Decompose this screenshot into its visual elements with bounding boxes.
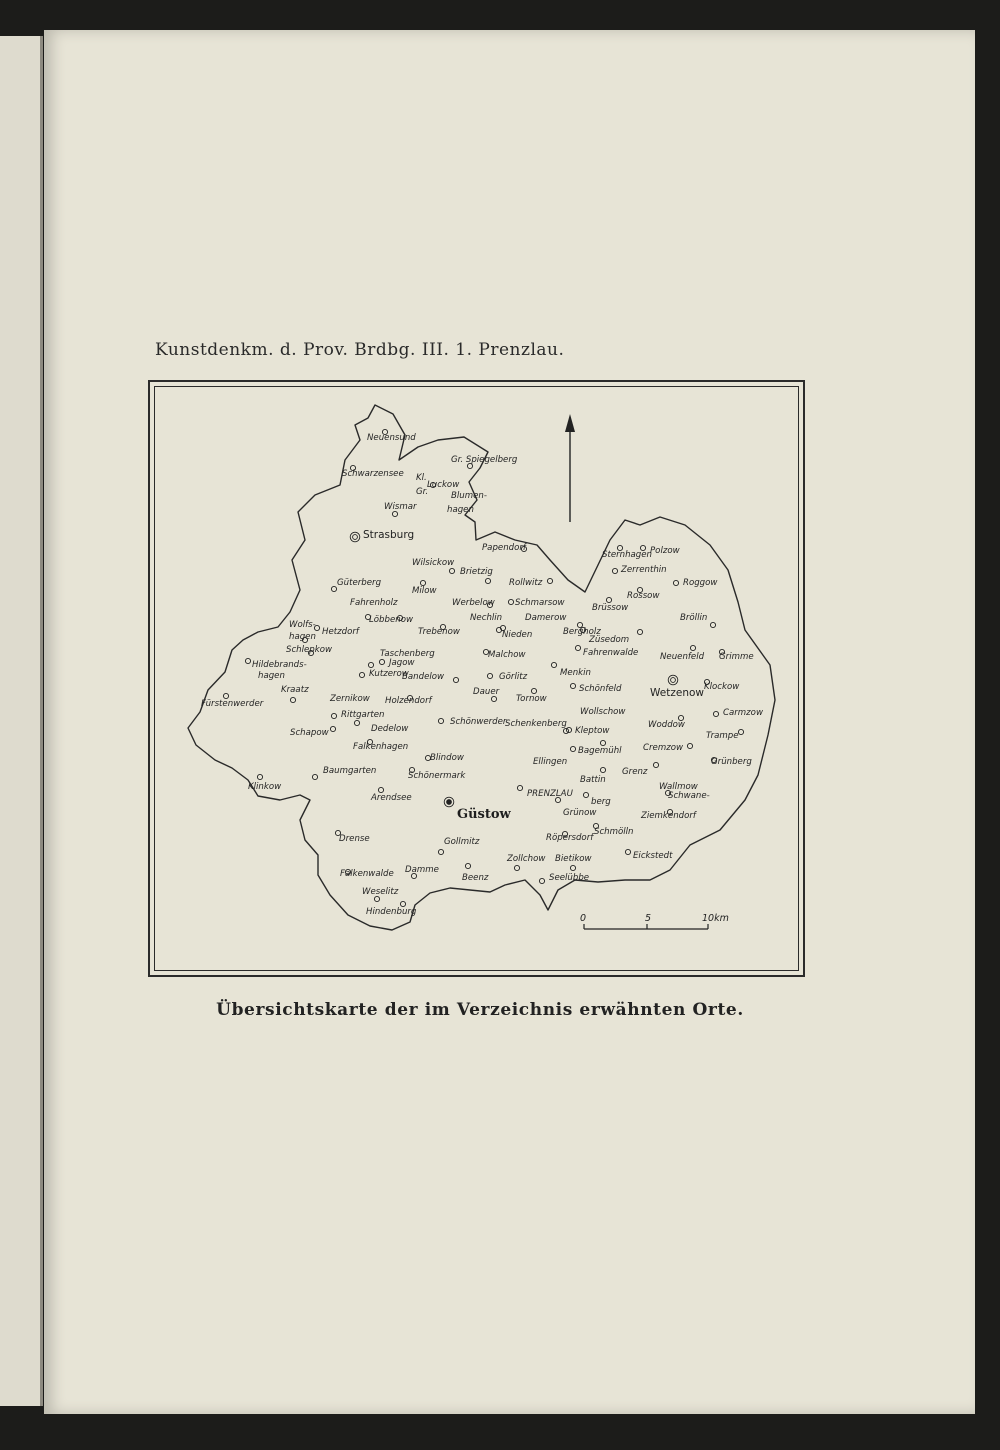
place-marker-center-wetzenow-74: [671, 678, 676, 683]
place-label-lobbenow-21: Löbbenow: [369, 615, 413, 625]
place-marker-arendsee-54: [378, 787, 383, 792]
place-label-hagen-29: hagen: [258, 671, 285, 681]
place-label-schapow-47: Schapow: [290, 728, 329, 738]
place-label-sternhagen-69: Sternhagen: [602, 550, 652, 560]
place-label-wismar-8: Wismar: [384, 502, 417, 512]
place-label-grunow-57: Grünow: [563, 808, 597, 818]
place-label-dauer-40: Dauer: [473, 687, 500, 697]
place-label-eickstedt-99: Eickstedt: [633, 851, 673, 861]
place-marker-strasburg-9: [350, 532, 360, 542]
place-label-roggow-72: Roggow: [683, 578, 718, 588]
place-marker-schonfeld-83: [570, 683, 575, 688]
place-label-hindenburg-68: Hindenburg: [366, 907, 417, 917]
place-label-blindow-49: Blindow: [430, 753, 464, 763]
place-label-beenz-65: Beenz: [462, 873, 489, 883]
place-label-bandelow-33: Bandelow: [402, 672, 445, 682]
scale-label-10: 10km: [702, 913, 729, 924]
place-labels: [201, 433, 764, 917]
place-label-rittgarten-42: Rittgarten: [341, 710, 385, 720]
place-label-grimme-81: Grimme: [719, 652, 754, 662]
place-label-hagen-7: hagen: [447, 505, 474, 515]
place-label-prenzlau-56: PRENZLAU: [527, 789, 573, 799]
place-marker-schapow-47: [330, 726, 335, 731]
place-marker-baumgarten-51: [312, 774, 317, 779]
place-marker-weselitz-67: [374, 896, 379, 901]
place-marker-dauer-40: [491, 696, 496, 701]
place-label-zollchow-62: Zollchow: [507, 854, 546, 864]
place-marker-taschenberg-30: [368, 662, 373, 667]
place-label-trampe-88: Trampe: [706, 731, 739, 741]
place-label-carmzow-86: Carmzow: [723, 708, 763, 718]
place-label-bergholz-77: Bergholz: [563, 627, 601, 637]
place-label-nieden-25: Nieden: [502, 630, 533, 640]
place-label-zernikow-37: Zernikow: [330, 694, 370, 704]
place-marker-menkin-82: [551, 662, 556, 667]
place-label-ellingen-50: Ellingen: [533, 757, 568, 767]
place-marker-kleptow-46: [566, 727, 571, 732]
place-marker-wetzenow-74: [668, 675, 678, 685]
place-label-baumgarten-51: Baumgarten: [323, 766, 377, 776]
place-label-ziemkendorf-97: Ziemkendorf: [641, 811, 696, 821]
place-label-schlepkow-27: Schlepkow: [286, 645, 333, 655]
place-label-schwarzensee-1: Schwarzensee: [342, 469, 404, 479]
place-marker-zollchow-62: [514, 865, 519, 870]
place-marker-fahrenwalde-79: [575, 645, 580, 650]
place-label-zusedom-78: Züsedom: [589, 635, 630, 645]
place-label-weselitz-67: Weselitz: [362, 887, 399, 897]
place-label-klockow-84: Klockow: [704, 682, 740, 692]
place-label-schonfeld-83: Schönfeld: [579, 684, 622, 694]
place-label-gr-4: Gr.: [416, 487, 429, 497]
place-label-damme-61: Damme: [405, 865, 439, 875]
place-label-falkenwalde-64: Falkenwalde: [340, 869, 394, 879]
place-label-menkin-82: Menkin: [560, 668, 591, 678]
place-label-neuenfeld-80: Neuenfeld: [660, 652, 705, 662]
place-label-gollmitz-59: Gollmitz: [444, 837, 480, 847]
place-label-taschenberg-30: Taschenberg: [380, 649, 435, 659]
place-label-fahrenholz-16: Fahrenholz: [350, 598, 398, 608]
place-marker-schenkenberg-45: [563, 728, 568, 733]
place-marker-ellingen-50: [570, 746, 575, 751]
place-label-falkenhagen-48: Falkenhagen: [353, 742, 409, 752]
place-marker-kraatz-36: [290, 697, 295, 702]
place-label-nechlin-22: Nechlin: [470, 613, 503, 623]
place-label-brollin-76: Bröllin: [680, 613, 708, 623]
place-label-drense-58: Drense: [339, 834, 370, 844]
place-label-klinkow-53: Klinkow: [248, 782, 282, 792]
place-marker-bandelow-33: [453, 677, 458, 682]
place-label-schonermark-52: Schönermark: [408, 771, 466, 781]
place-marker-grenz-93: [653, 762, 658, 767]
place-marker-eickstedt-99: [625, 849, 630, 854]
place-marker-zernikow-37: [331, 713, 336, 718]
place-label-gr-spiegelberg-2: Gr. Spiegelberg: [451, 455, 518, 465]
place-label-werbelow-17: Werbelow: [452, 598, 495, 608]
place-label-malchow-34: Malchow: [488, 650, 526, 660]
place-marker-schmarsow-18: [508, 599, 513, 604]
place-label-battin-92: Battin: [580, 775, 606, 785]
place-label-grunberg-91: Grünberg: [711, 757, 752, 767]
place-label-polzow-70: Polzow: [650, 546, 680, 556]
place-label-rossow-73: Rossow: [627, 591, 660, 601]
place-label-schonwerder-44: Schönwerder: [450, 717, 507, 727]
place-marker-battin-92: [600, 767, 605, 772]
place-label-woddow-87: Woddow: [648, 720, 685, 730]
place-label-brussow-75: Brüssow: [592, 603, 629, 613]
place-label-tornow-41: Tornow: [516, 694, 547, 704]
place-marker-prenzlau-56: [517, 785, 522, 790]
place-marker-jagow-31: [379, 659, 384, 664]
place-marker-kutzerow-32: [359, 672, 364, 677]
place-label-hagen-20: hagen: [289, 632, 316, 642]
place-label-kutzerow-32: Kutzerow: [369, 669, 409, 679]
place-marker-schonwerder-44: [438, 718, 443, 723]
place-marker-wismar-8: [392, 511, 397, 516]
place-label-neuensund-0: Neuensund: [367, 433, 416, 443]
place-marker-trampe-88: [738, 729, 743, 734]
place-label-dedelow-43: Dedelow: [371, 724, 409, 734]
map-caption: Übersichtskarte der im Verzeichnis erwähnten Orte.: [216, 1000, 744, 1020]
place-marker-dedelow-43: [354, 720, 359, 725]
running-header: Kunstdenkm. d. Prov. Brdbg. III. 1. Prenzlau.: [155, 340, 565, 360]
place-marker-carmzow-86: [713, 711, 718, 716]
place-label-damerow-23: Damerow: [525, 613, 567, 623]
place-label-schwane-95: Schwane-: [668, 791, 710, 801]
place-label-trebenow-24: Trebenow: [418, 627, 460, 637]
place-label-wilsickow-11: Wilsickow: [412, 558, 455, 568]
place-marker-roggow-72: [673, 580, 678, 585]
place-label-rollwitz-15: Rollwitz: [509, 578, 543, 588]
place-label-ropersdorf-60: Röpersdorf: [546, 833, 594, 843]
place-label-zerrenthin-71: Zerrenthin: [621, 565, 667, 575]
place-marker-hildebrands-28: [245, 658, 250, 663]
place-label-kraatz-36: Kraatz: [281, 685, 309, 695]
place-marker-seelubbe-66: [539, 878, 544, 883]
north-arrow-head: [565, 414, 575, 432]
place-label-strasburg-9: Strasburg: [363, 529, 415, 541]
place-label-holzendorf-38: Holzendorf: [385, 696, 432, 706]
place-label-wollschow-85: Wollschow: [580, 707, 626, 717]
place-marker-brietzig-12: [485, 578, 490, 583]
place-marker-brollin-76: [710, 622, 715, 627]
place-label-schmarsow-18: Schmarsow: [515, 598, 565, 608]
place-marker-berg-96: [583, 792, 588, 797]
place-label-berg-96: berg: [591, 797, 611, 807]
place-marker-neuenfeld-80: [690, 645, 695, 650]
place-label-furstenwerder-39: Fürstenwerder: [201, 699, 264, 709]
place-label-hetzdorf-26: Hetzdorf: [322, 627, 359, 637]
place-marker-tornow-41: [531, 688, 536, 693]
place-marker-milow-14: [420, 580, 425, 585]
scale-label-5: 5: [645, 913, 652, 924]
place-label-papendorf-10: Papendorf: [482, 543, 526, 553]
place-marker-furstenwerder-39: [223, 693, 228, 698]
place-marker-hindenburg-68: [400, 901, 405, 906]
place-label-wallmow-94: Wallmow: [659, 782, 698, 792]
place-label-bietikow-63: Bietikow: [555, 854, 592, 864]
place-marker-cremzow-90: [687, 743, 692, 748]
place-label-kl-3: Kl.: [416, 473, 427, 483]
place-label-cremzow-90: Cremzow: [643, 743, 683, 753]
place-label-kleptow-46: Kleptow: [575, 726, 610, 736]
place-marker-center-strasburg-9: [353, 535, 358, 540]
place-label-guterberg-13: Güterberg: [337, 578, 382, 588]
place-marker-zusedom-78: [637, 629, 642, 634]
place-label-hildebrands-28: Hildebrands-: [252, 660, 307, 670]
place-marker-brussow-75: [606, 597, 611, 602]
place-label-grenz-93: Grenz: [622, 767, 648, 777]
place-label-gorlitz-35: Görlitz: [499, 672, 528, 682]
place-marker-zerrenthin-71: [612, 568, 617, 573]
place-label-milow-14: Milow: [412, 586, 437, 596]
place-label-jagow-31: Jagow: [389, 658, 415, 668]
place-marker-guterberg-13: [331, 586, 336, 591]
place-label-fahrenwalde-79: Fahrenwalde: [583, 648, 639, 658]
place-marker-bietikow-63: [570, 865, 575, 870]
scale-label-0: 0: [580, 913, 587, 924]
place-marker-rollwitz-15: [547, 578, 552, 583]
place-marker-beenz-65: [465, 863, 470, 868]
place-label-schmolln-98: Schmölln: [594, 827, 634, 837]
place-label-arendsee-54: Arendsee: [371, 793, 412, 803]
place-label-wetzenow-74: Wetzenow: [650, 687, 704, 699]
place-marker-klinkow-53: [257, 774, 262, 779]
place-label-luckow-5: Luckow: [427, 480, 460, 490]
place-marker-gorlitz-35: [487, 673, 492, 678]
place-marker-center-gustow-55: [447, 800, 452, 805]
place-marker-gollmitz-59: [438, 849, 443, 854]
place-label-blumen-6: Blumen-: [451, 491, 487, 501]
place-label-gustow-55: Güstow: [457, 807, 511, 822]
place-label-wolfs-19: Wolfs-: [289, 620, 316, 630]
place-label-brietzig-12: Brietzig: [460, 567, 493, 577]
place-marker-wilsickow-11: [449, 568, 454, 573]
place-label-schenkenberg-45: Schenkenberg: [505, 719, 567, 729]
place-label-bagemuhl-89: Bagemühl: [578, 746, 622, 756]
place-marker-bagemuhl-89: [600, 740, 605, 745]
place-label-seelubbe-66: Seelübbe: [549, 873, 590, 883]
